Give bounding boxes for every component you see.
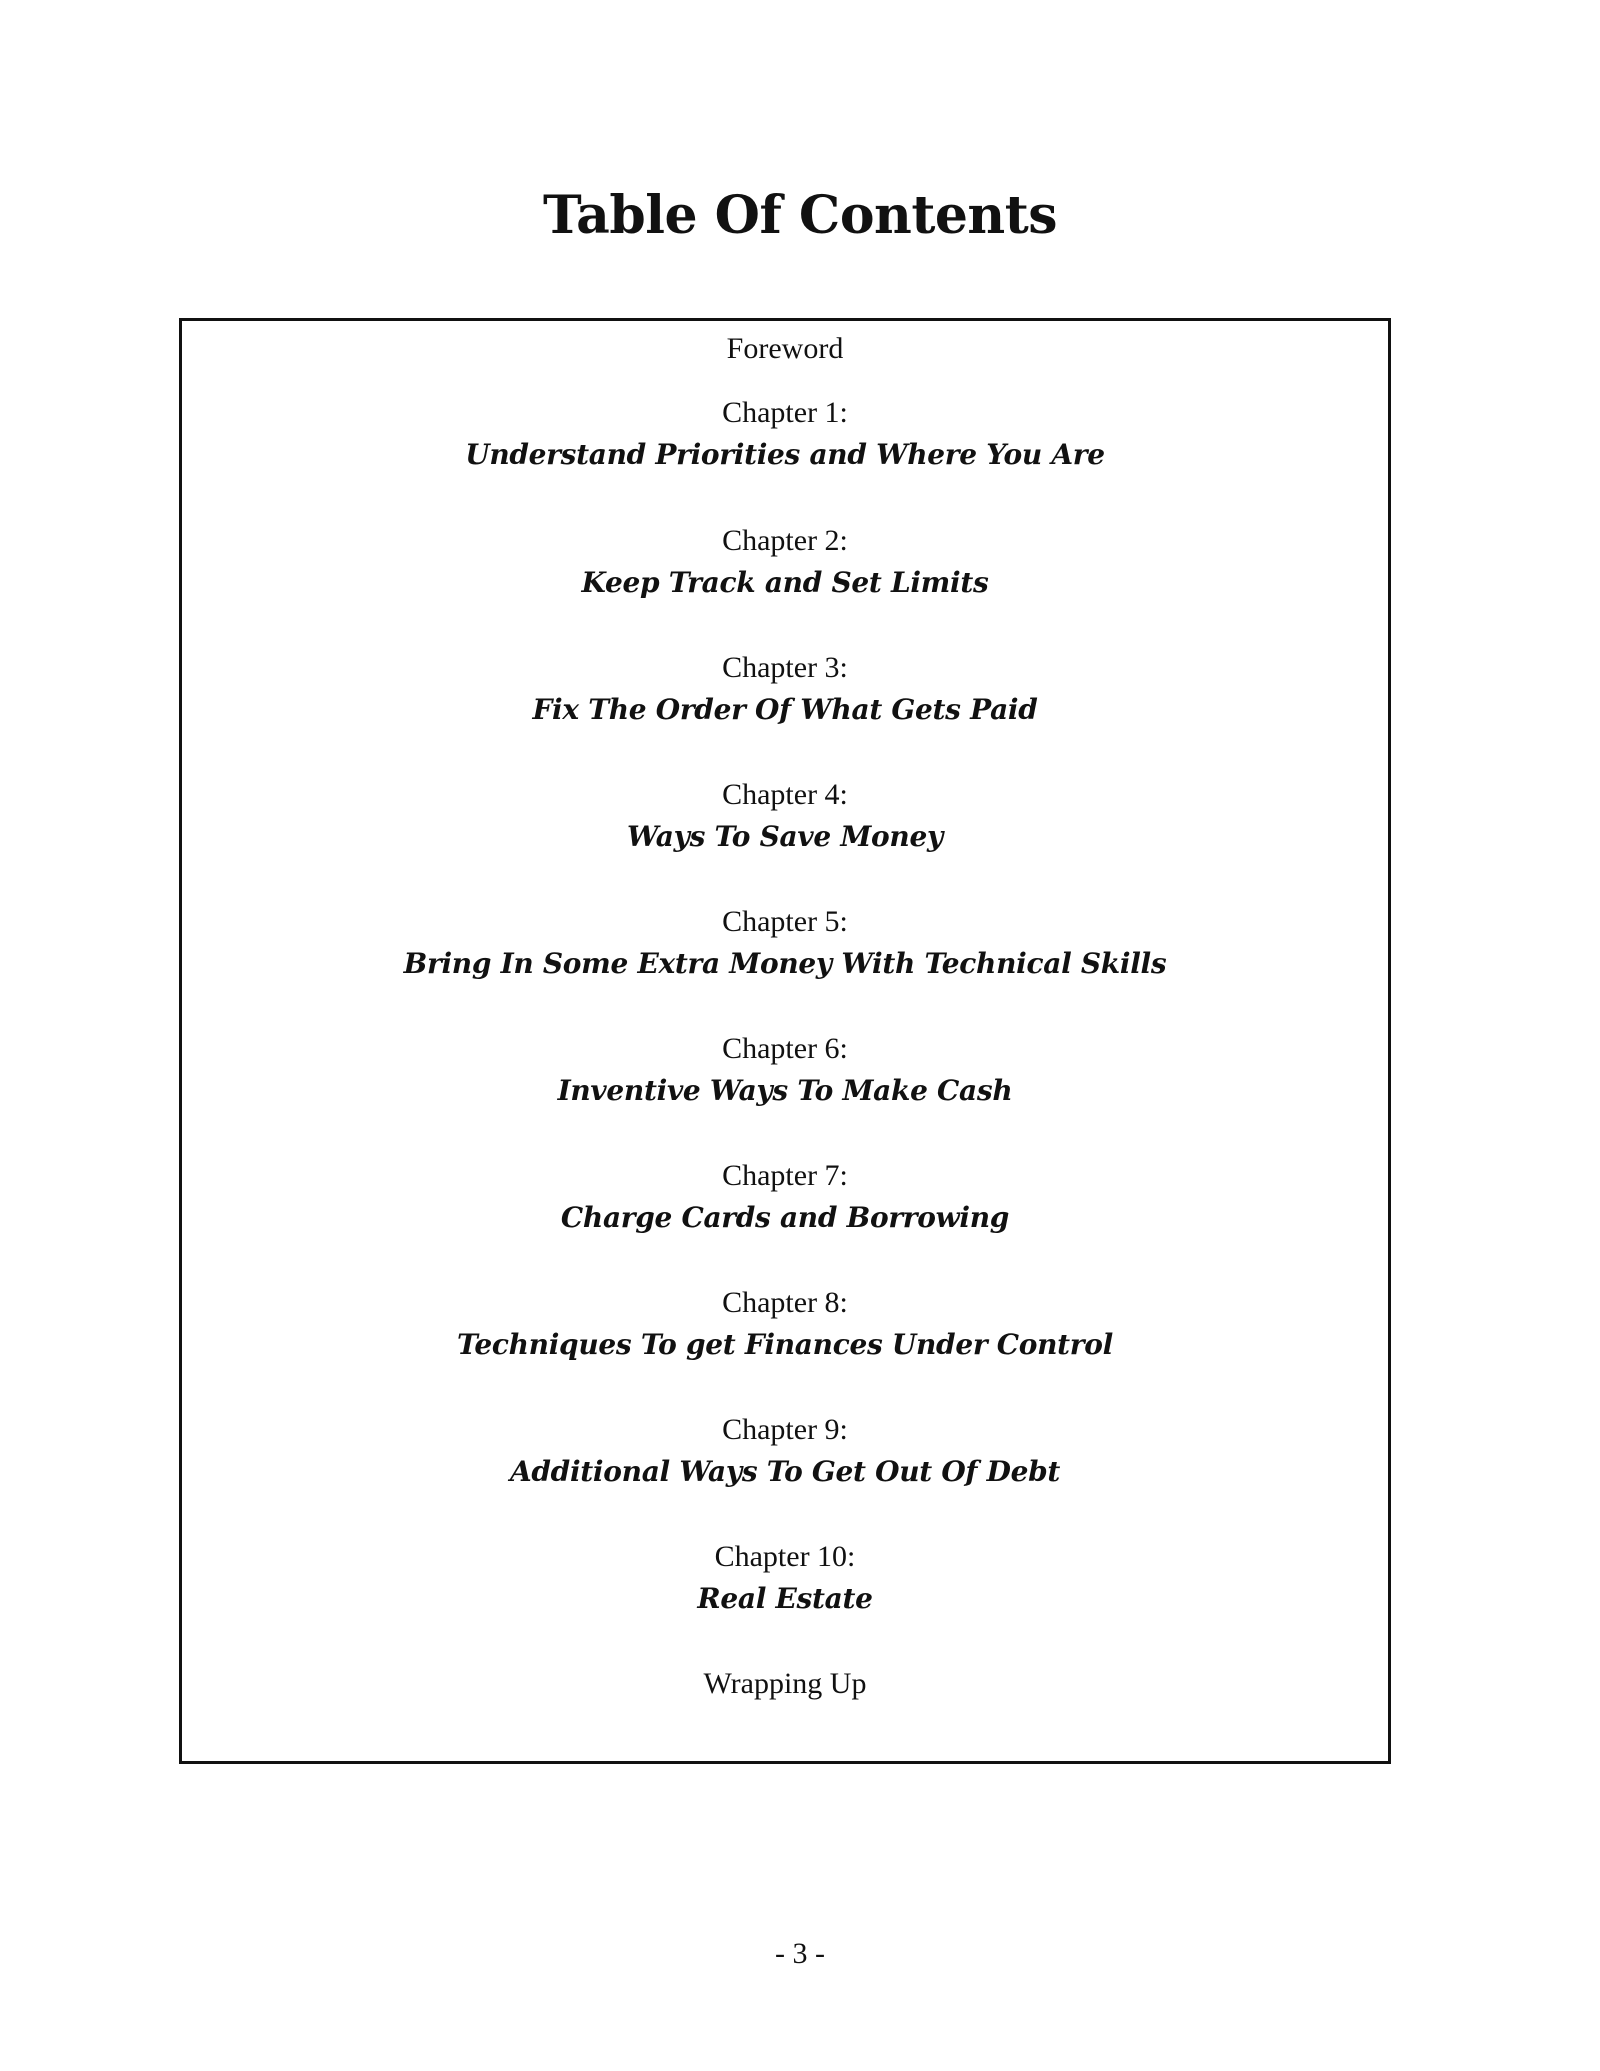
toc-chapter-1-title[interactable]: Understand Priorities and Where You Are <box>465 438 1105 471</box>
page-number: - 3 - <box>775 1937 825 1970</box>
toc-chapter-6-title[interactable]: Inventive Ways To Make Cash <box>557 1074 1013 1107</box>
toc-wrapping-up[interactable]: Wrapping Up <box>703 1667 867 1700</box>
toc-chapter-10-label[interactable]: Chapter 10: <box>714 1540 856 1573</box>
toc-chapter-9-label[interactable]: Chapter 9: <box>722 1413 848 1446</box>
toc-chapter-8-title[interactable]: Techniques To get Finances Under Control <box>457 1328 1113 1361</box>
toc-foreword[interactable]: Foreword <box>726 332 844 365</box>
toc-chapter-8-label[interactable]: Chapter 8: <box>722 1286 848 1319</box>
toc-chapter-3-label[interactable]: Chapter 3: <box>722 651 848 684</box>
toc-chapter-1-label[interactable]: Chapter 1: <box>722 396 848 429</box>
toc-chapter-5-label[interactable]: Chapter 5: <box>722 905 848 938</box>
toc-chapter-6-label[interactable]: Chapter 6: <box>722 1032 848 1065</box>
toc-chapter-4-title[interactable]: Ways To Save Money <box>627 820 943 853</box>
toc-chapter-10-title[interactable]: Real Estate <box>697 1582 873 1615</box>
toc-chapter-7-label[interactable]: Chapter 7: <box>722 1159 848 1192</box>
toc-chapter-9-title[interactable]: Additional Ways To Get Out Of Debt <box>509 1455 1061 1488</box>
toc-chapter-3-title[interactable]: Fix The Order Of What Gets Paid <box>532 693 1038 726</box>
toc-chapter-7-title[interactable]: Charge Cards and Borrowing <box>560 1201 1010 1234</box>
toc-chapter-2-label[interactable]: Chapter 2: <box>722 524 848 557</box>
toc-chapter-5-title[interactable]: Bring In Some Extra Money With Technical Skills <box>403 947 1167 980</box>
table-of-contents-box <box>179 318 1391 1764</box>
toc-chapter-2-title[interactable]: Keep Track and Set Limits <box>581 566 989 599</box>
toc-chapter-4-label[interactable]: Chapter 4: <box>722 778 848 811</box>
page-title: Table Of Contents <box>542 185 1058 246</box>
